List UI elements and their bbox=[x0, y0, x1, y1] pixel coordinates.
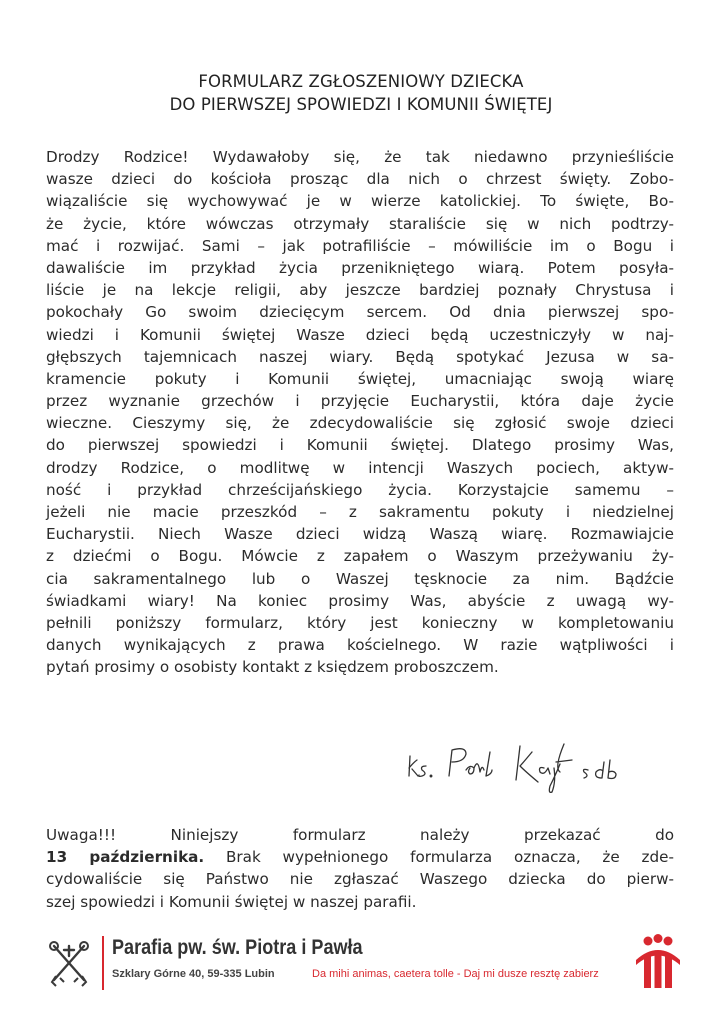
document-title bbox=[0, 70, 722, 116]
notice-section bbox=[46, 824, 674, 913]
letter-line: Drodzy Rodzice! Wydawałoby się, że tak niedawno przynieśliście bbox=[46, 148, 674, 166]
parish-address: Szklary Górne 40, 59-335 Lubin bbox=[112, 968, 275, 980]
letter-line: wiązaliście się wychowywać je w wierze katolickiej. To święte, Bo- bbox=[46, 192, 674, 211]
letter-line: danych wynikających z prawa kościelnego. W razie wątpliwości i bbox=[46, 636, 674, 655]
notice-line: szej spowiedzi i Komunii świętej w naszej parafii. bbox=[46, 892, 417, 911]
parish-name: Parafia pw. św. Piotra i Pawła bbox=[112, 936, 363, 959]
letter-line: głębszych tajemnicach naszej wiary. Będą spotykać Jezusa w sa- bbox=[46, 347, 674, 366]
notice-line-rest: Brak wypełnionego formularza oznacza, że zde- bbox=[204, 848, 674, 867]
letter-line: pokochały Go swoim dziecięcym sercem. Od dnia pierwszej spo- bbox=[46, 303, 674, 322]
letter-line: liście je na lekcje religii, aby jeszcze bardziej poznały Chrystusa i bbox=[46, 281, 674, 300]
title-line-1: FORMULARZ ZGŁOSZENIOWY DZIECKA bbox=[198, 72, 524, 91]
letter-line: ność i przykład chrześcijańskiego życia. Korzystajcie samemu – bbox=[46, 480, 674, 499]
crossed-keys-icon bbox=[46, 938, 92, 988]
letter-line: drodzy Rodzice, o modlitwę w intencji Waszych pociech, aktyw- bbox=[46, 458, 674, 477]
letter-line: że życie, które wówczas otrzymały staraliście się w nich podtrzy- bbox=[46, 214, 674, 233]
letter-line: do pierwszej spowiedzi i Komunii świętej. Dlatego prosimy Was, bbox=[46, 436, 674, 455]
letter-line: pełnili poniższy formularz, który jest konieczny w kompletowaniu bbox=[46, 613, 674, 632]
deadline-date: 13 października. bbox=[46, 848, 205, 867]
footer-divider bbox=[102, 936, 104, 990]
letter-line: Eucharystii. Niech Wasze dzieci widzą Waszą wiarę. Rozmawiajcie bbox=[46, 525, 674, 544]
letter-line: wasze dzieci do kościoła prosząc dla nich o chrzest święty. Zobo- bbox=[46, 170, 674, 189]
letter-line: jeżeli nie macie przeszkód – z sakramentu pokuty i niedzielnej bbox=[46, 503, 674, 521]
parish-footer bbox=[46, 930, 682, 994]
letter-line: wiedzi i Komunii świętej Wasze dzieci będą uczestniczyły w naj- bbox=[46, 325, 674, 344]
letter-line: mać i rozwijać. Sami – jak potrafiliście – mówiliście im o Bogu i bbox=[46, 236, 674, 255]
letter-line: z dziećmi o Bogu. Mówcie z zapałem o Waszym przeżywaniu ży- bbox=[46, 547, 674, 566]
letter-line: dawaliście im przykład życia przenikniętego wiarą. Potem posyła- bbox=[46, 258, 674, 277]
salesian-sdb-icon bbox=[634, 934, 682, 990]
letter-line: wieczne. Cieszymy się, że zdecydowaliście się zgłosić swoje dzieci bbox=[46, 414, 674, 433]
salesian-motto: Da mihi animas, caetera tolle - Daj mi dusze resztę zabierz bbox=[312, 968, 599, 980]
notice-line: Uwaga!!! Niniejszy formularz należy przekazać do bbox=[46, 826, 674, 844]
notice-line-deadline bbox=[46, 846, 674, 868]
letter-line: kramencie pokuty i Komunii świętej, umacniając swoją wiarę bbox=[46, 369, 674, 388]
notice-line: cydowaliście się Państwo nie zgłaszać Waszego dziecka do pierw- bbox=[46, 870, 674, 889]
title-line-2: DO PIERWSZEJ SPOWIEDZI I KOMUNII ŚWIĘTEJ bbox=[169, 95, 553, 114]
letter-body bbox=[46, 146, 674, 679]
letter-line: pytań prosimy o osobisty kontakt z księdzem proboszczem. bbox=[46, 658, 499, 677]
letter-line: świadkami wiary! Na koniec prosimy Was, abyście z uwagą wy- bbox=[46, 591, 674, 610]
letter-line: przez wyznanie grzechów i przyjęcie Eucharystii, która daje życie bbox=[46, 392, 674, 411]
signature bbox=[404, 738, 644, 798]
letter-line: cia sakramentalnego lub o Waszej tęsknocie za nim. Bądźcie bbox=[46, 569, 674, 588]
